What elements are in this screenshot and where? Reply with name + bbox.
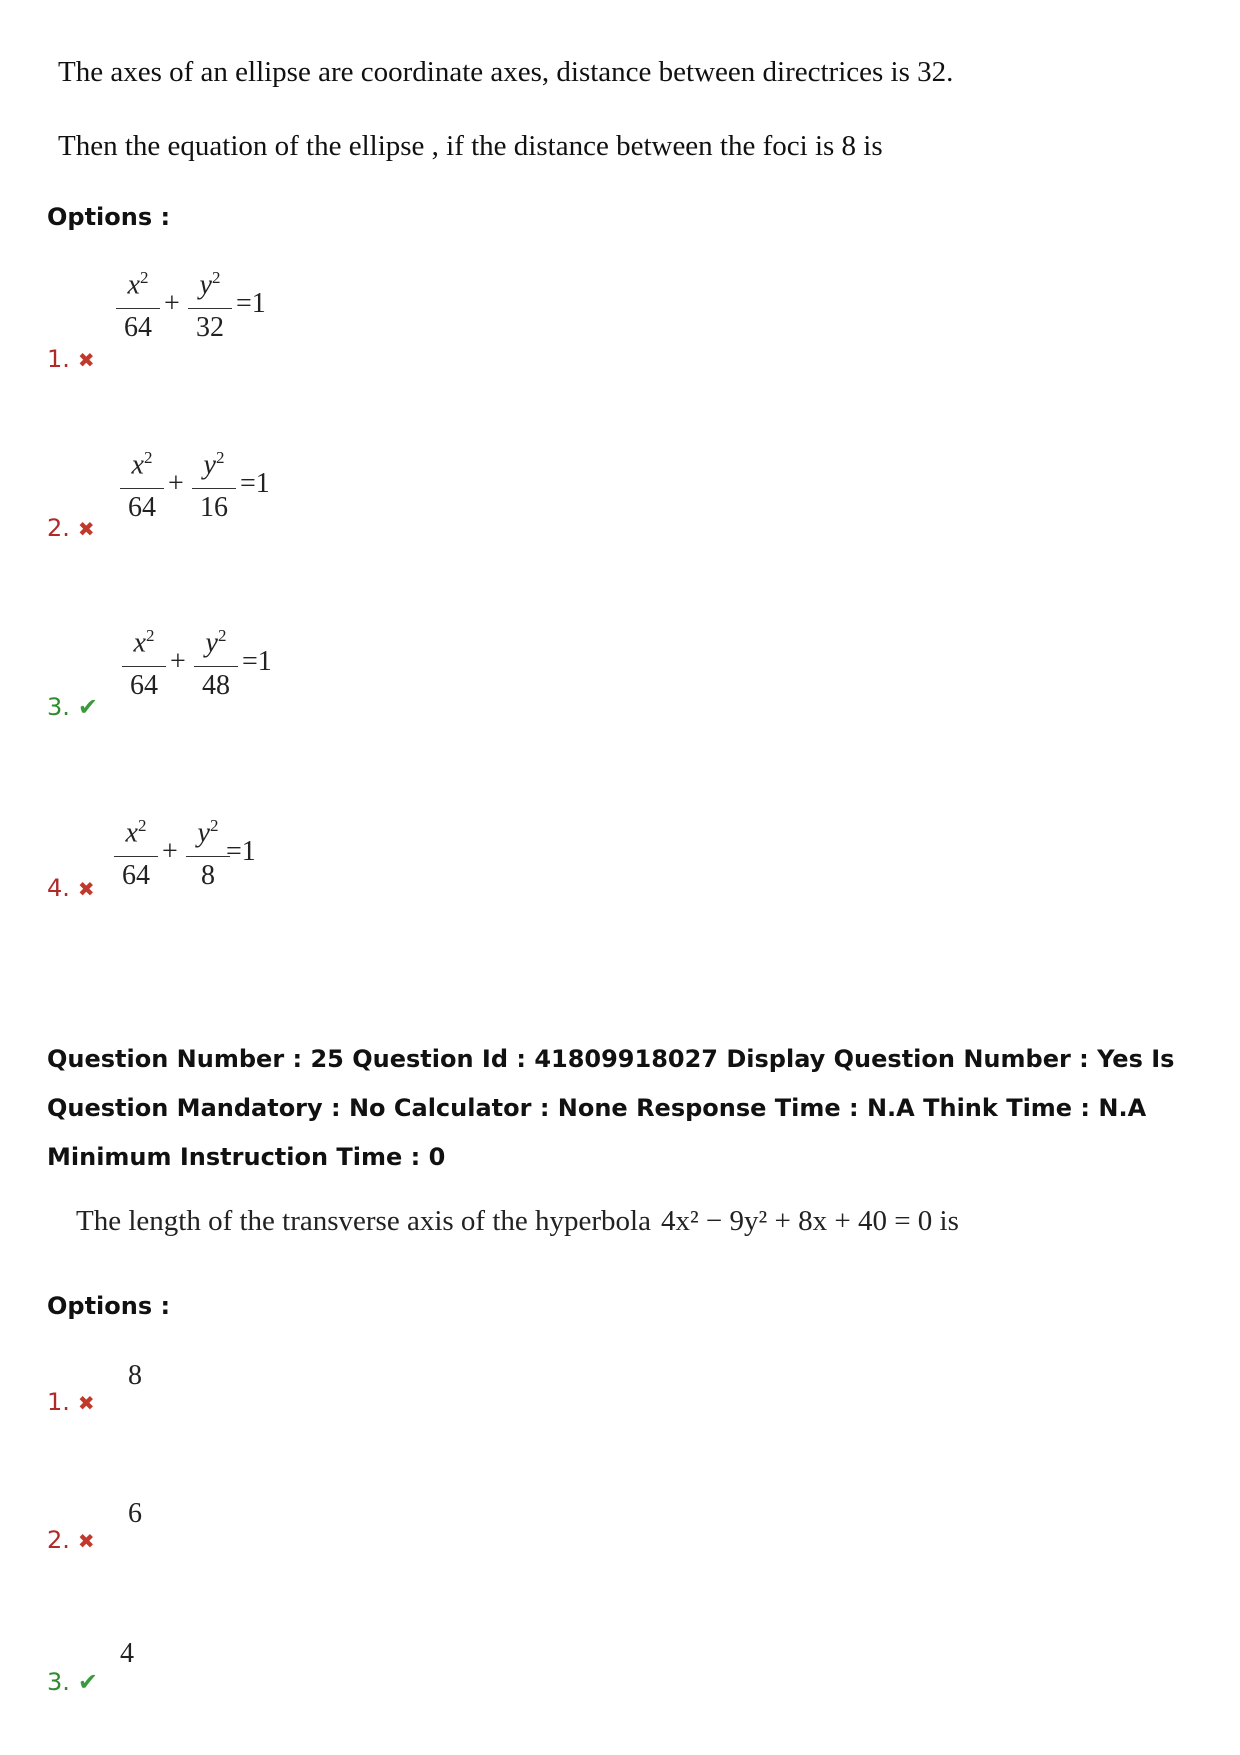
checkmark-icon: ✔: [77, 693, 99, 721]
option-number-label: 3.: [47, 1668, 70, 1696]
fraction-denominator: 64: [130, 670, 158, 701]
options-heading: Options :: [47, 1292, 171, 1320]
option-number-label: 1.: [47, 345, 70, 373]
option-number: [47, 693, 98, 721]
options-heading: Options :: [47, 203, 171, 231]
option-equation: [114, 626, 294, 706]
option-value: 8: [128, 1360, 142, 1391]
fraction-denominator: 16: [200, 492, 228, 523]
equals-one: =1: [240, 468, 270, 499]
option-equation: [112, 448, 292, 528]
question-text-line-1: The axes of an ellipse are coordinate axes, distance between directrices is 32.: [58, 56, 954, 88]
option-number: [47, 345, 95, 373]
fraction-bar: [116, 308, 160, 309]
option-number-label: 1.: [47, 1388, 70, 1416]
equals-one: =1: [242, 646, 272, 677]
option-number: [47, 1668, 98, 1696]
fraction-denominator: 64: [128, 492, 156, 523]
fraction-bar: [194, 666, 238, 667]
option-number-label: 4.: [47, 874, 70, 902]
fraction-denominator: 64: [124, 312, 152, 343]
hyperbola-equation: 4x² − 9y² + 8x + 40 = 0 is: [660, 1205, 959, 1237]
fraction-bar: [188, 308, 232, 309]
fraction-numerator: $x^2$: [127, 268, 149, 301]
plus-sign: +: [170, 646, 186, 677]
option-number-label: 2.: [47, 514, 70, 542]
equals-one: =1: [226, 836, 256, 867]
plus-sign: +: [164, 288, 180, 319]
fraction-numerator: $y^2$: [197, 816, 219, 849]
plus-sign: +: [162, 836, 178, 867]
question-metadata: Question Number : 25 Question Id : 41809918027 Display Question Number : Yes Is Question Mandatory : No Calculator : None Response Time : N.A Think Time : N.A Minimum Instruction Time : 0: [47, 1045, 1175, 1171]
wrong-icon: ✖: [77, 348, 95, 372]
fraction-bar: [186, 856, 230, 857]
wrong-icon: ✖: [77, 517, 95, 541]
fraction-denominator: 48: [202, 670, 230, 701]
option-number: [47, 1526, 95, 1554]
fraction-numerator: $y^2$: [203, 448, 225, 481]
fraction-bar: [120, 488, 164, 489]
fraction-numerator: $x^2$: [133, 626, 155, 659]
option-value: 6: [128, 1498, 142, 1529]
wrong-icon: ✖: [77, 1391, 95, 1415]
option-number: [47, 514, 95, 542]
fraction-bar: [192, 488, 236, 489]
equals-one: =1: [236, 288, 266, 319]
fraction-denominator: 32: [196, 312, 224, 343]
wrong-icon: ✖: [77, 877, 95, 901]
question-2-text: [76, 1205, 959, 1238]
option-number: [47, 1388, 95, 1416]
question-text-line-2: Then the equation of the ellipse , if the distance between the foci is 8 is: [58, 130, 883, 162]
fraction-numerator: $y^2$: [205, 626, 227, 659]
fraction-denominator: 64: [122, 860, 150, 891]
option-number-label: 3.: [47, 693, 70, 721]
fraction-denominator: 8: [201, 860, 215, 891]
fraction-bar: [114, 856, 158, 857]
question-2-prompt: The length of the transverse axis of the hyperbola: [76, 1205, 651, 1237]
option-number: [47, 874, 95, 902]
option-value: 4: [120, 1638, 134, 1669]
plus-sign: +: [168, 468, 184, 499]
fraction-bar: [122, 666, 166, 667]
checkmark-icon: ✔: [77, 1668, 99, 1696]
option-equation: [106, 816, 286, 896]
wrong-icon: ✖: [77, 1529, 95, 1553]
option-number-label: 2.: [47, 1526, 70, 1554]
fraction-numerator: $x^2$: [125, 816, 147, 849]
option-equation: [108, 268, 288, 348]
fraction-numerator: $y^2$: [199, 268, 221, 301]
fraction-numerator: $x^2$: [131, 448, 153, 481]
